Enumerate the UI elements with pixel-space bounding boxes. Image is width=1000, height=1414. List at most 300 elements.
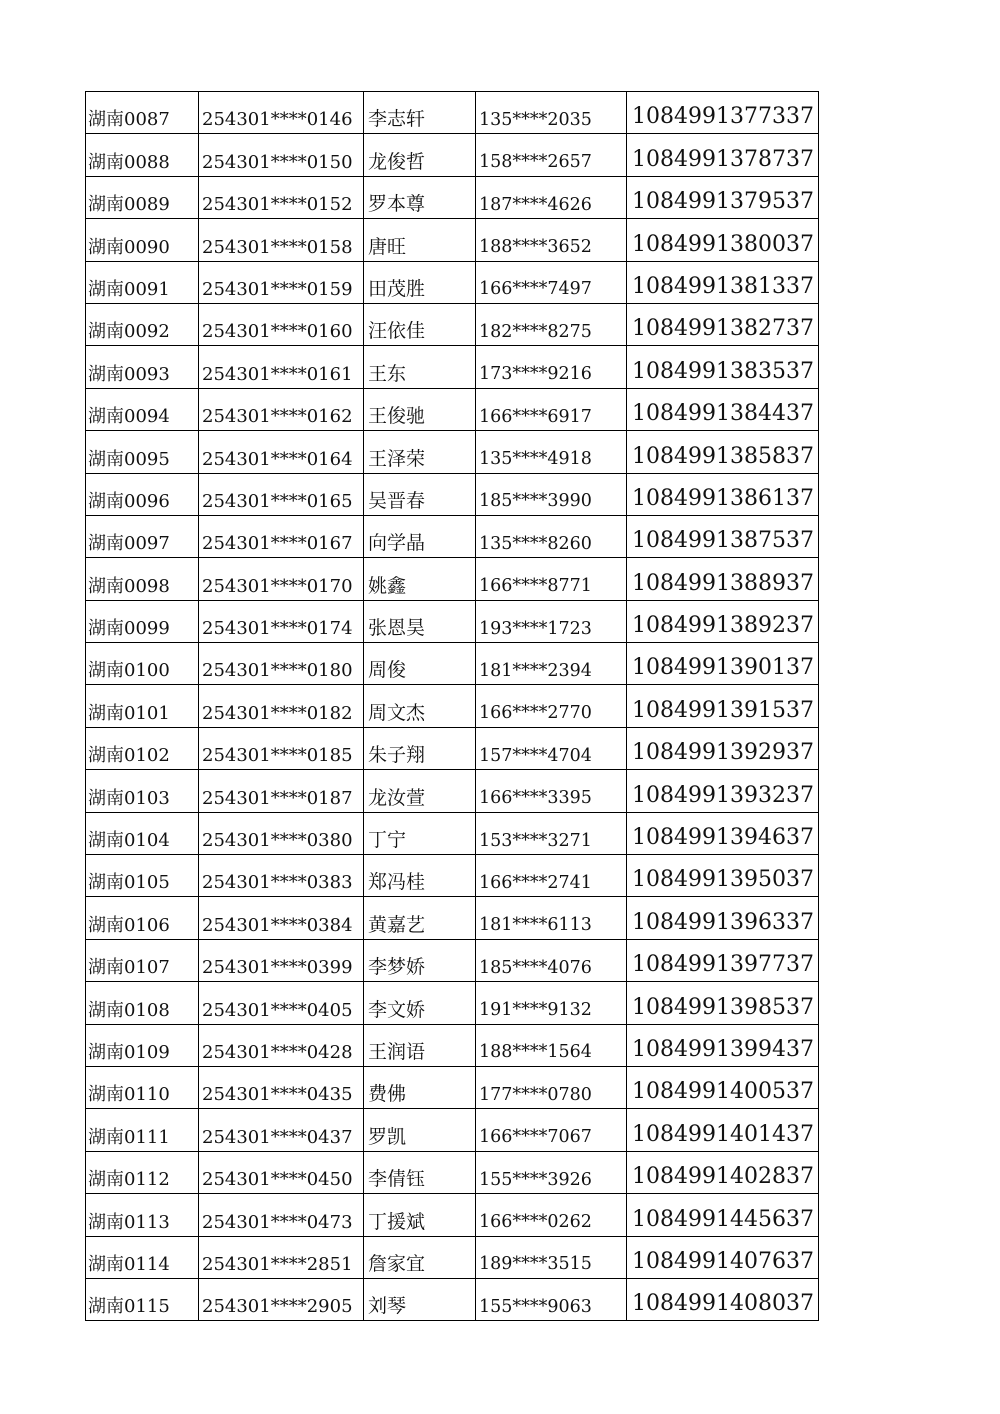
phone-text: 188****3652 xyxy=(479,237,592,258)
tracking-number-cell xyxy=(627,346,819,388)
id-number-cell xyxy=(199,1066,364,1108)
serial-cell xyxy=(86,219,199,261)
name-cell xyxy=(364,1151,476,1193)
phone-text: 191****9132 xyxy=(479,1000,592,1021)
tracking-number-text: 1084991407637 xyxy=(632,1248,814,1274)
tracking-number-text: 1084991402837 xyxy=(632,1164,814,1190)
table-row xyxy=(86,685,819,727)
tracking-number-text: 1084991378737 xyxy=(632,146,814,172)
phone-text: 166****3395 xyxy=(479,788,592,809)
id-number-text: 254301****0162 xyxy=(202,406,353,428)
tracking-number-cell xyxy=(627,600,819,642)
name-cell xyxy=(364,558,476,600)
serial-cell xyxy=(86,939,199,981)
tracking-number-text: 1084991385837 xyxy=(632,443,814,469)
name-cell xyxy=(364,1278,476,1320)
table-row xyxy=(86,1066,819,1108)
name-text: 王俊驰 xyxy=(368,405,426,428)
id-number-text: 254301****0473 xyxy=(202,1211,353,1233)
phone-text: 166****2741 xyxy=(479,872,592,893)
name-text: 李倩钰 xyxy=(368,1168,426,1191)
phone-text: 155****3926 xyxy=(479,1169,592,1190)
phone-cell xyxy=(476,92,627,134)
serial-text: 湖南0100 xyxy=(88,660,170,682)
id-number-text: 254301****0164 xyxy=(202,448,353,470)
name-cell xyxy=(364,600,476,642)
table-row xyxy=(86,855,819,897)
name-text: 周文杰 xyxy=(368,701,426,724)
id-number-cell xyxy=(199,346,364,388)
name-text: 郑冯桂 xyxy=(368,871,426,894)
tracking-number-text: 1084991388937 xyxy=(632,570,814,596)
id-number-text: 254301****0159 xyxy=(202,278,353,300)
serial-cell xyxy=(86,176,199,218)
tracking-number-text: 1084991382737 xyxy=(632,316,814,342)
name-text: 黄嘉艺 xyxy=(368,913,426,936)
name-cell xyxy=(364,515,476,557)
id-number-text: 254301****0399 xyxy=(202,957,353,979)
id-number-cell xyxy=(199,643,364,685)
tracking-number-cell xyxy=(627,1236,819,1278)
tracking-number-cell xyxy=(627,897,819,939)
tracking-number-cell xyxy=(627,1109,819,1151)
phone-cell xyxy=(476,1194,627,1236)
table-row xyxy=(86,643,819,685)
serial-cell xyxy=(86,388,199,430)
table-row xyxy=(86,1278,819,1320)
table-row xyxy=(86,219,819,261)
id-number-cell xyxy=(199,1278,364,1320)
name-cell xyxy=(364,770,476,812)
id-number-cell xyxy=(199,176,364,218)
id-number-text: 254301****0437 xyxy=(202,1126,353,1148)
id-number-text: 254301****0380 xyxy=(202,830,353,852)
serial-cell xyxy=(86,1236,199,1278)
serial-cell xyxy=(86,431,199,473)
phone-cell xyxy=(476,685,627,727)
name-cell xyxy=(364,219,476,261)
name-text: 詹家宜 xyxy=(368,1252,426,1275)
serial-text: 湖南0103 xyxy=(88,787,170,809)
phone-cell xyxy=(476,1278,627,1320)
serial-text: 湖南0115 xyxy=(88,1296,170,1318)
phone-text: 189****3515 xyxy=(479,1254,592,1275)
id-number-text: 254301****0405 xyxy=(202,999,353,1021)
id-number-cell xyxy=(199,388,364,430)
tracking-number-cell xyxy=(627,92,819,134)
serial-cell xyxy=(86,1109,199,1151)
name-cell xyxy=(364,855,476,897)
name-text: 龙俊哲 xyxy=(368,150,426,173)
phone-cell xyxy=(476,1236,627,1278)
id-number-text: 254301****0182 xyxy=(202,702,353,724)
table-row xyxy=(86,1236,819,1278)
name-text: 刘琴 xyxy=(368,1295,407,1318)
phone-text: 193****1723 xyxy=(479,618,592,639)
tracking-number-cell xyxy=(627,303,819,345)
id-number-cell xyxy=(199,600,364,642)
tracking-number-text: 1084991401437 xyxy=(632,1121,814,1147)
serial-cell xyxy=(86,770,199,812)
tracking-number-text: 1084991397737 xyxy=(632,952,814,978)
serial-cell xyxy=(86,727,199,769)
tracking-number-text: 1084991387537 xyxy=(632,528,814,554)
name-cell xyxy=(364,92,476,134)
roster-table xyxy=(85,91,819,1321)
phone-text: 188****1564 xyxy=(479,1042,592,1063)
id-number-text: 254301****0180 xyxy=(202,660,353,682)
name-cell xyxy=(364,982,476,1024)
id-number-cell xyxy=(199,770,364,812)
id-number-cell xyxy=(199,939,364,981)
phone-text: 135****8260 xyxy=(479,533,592,554)
phone-cell xyxy=(476,727,627,769)
table-row xyxy=(86,303,819,345)
name-text: 龙汝萱 xyxy=(368,786,426,809)
tracking-number-cell xyxy=(627,473,819,515)
tracking-number-text: 1084991393237 xyxy=(632,782,814,808)
phone-text: 166****7067 xyxy=(479,1127,592,1148)
phone-cell xyxy=(476,1109,627,1151)
phone-cell xyxy=(476,982,627,1024)
name-text: 王泽荣 xyxy=(368,447,426,470)
id-number-cell xyxy=(199,1109,364,1151)
serial-cell xyxy=(86,346,199,388)
phone-cell xyxy=(476,770,627,812)
tracking-number-text: 1084991392937 xyxy=(632,740,814,766)
name-cell xyxy=(364,431,476,473)
tracking-number-cell xyxy=(627,1278,819,1320)
tracking-number-cell xyxy=(627,685,819,727)
tracking-number-text: 1084991391537 xyxy=(632,697,814,723)
id-number-cell xyxy=(199,855,364,897)
name-cell xyxy=(364,261,476,303)
phone-text: 173****9216 xyxy=(479,364,592,385)
name-text: 李文娇 xyxy=(368,998,426,1021)
phone-text: 153****3271 xyxy=(479,830,592,851)
serial-cell xyxy=(86,897,199,939)
tracking-number-text: 1084991380037 xyxy=(632,231,814,257)
name-cell xyxy=(364,346,476,388)
phone-cell xyxy=(476,431,627,473)
id-number-cell xyxy=(199,558,364,600)
tracking-number-cell xyxy=(627,1194,819,1236)
phone-text: 166****2770 xyxy=(479,703,592,724)
tracking-number-cell xyxy=(627,176,819,218)
name-cell xyxy=(364,727,476,769)
id-number-text: 254301****0384 xyxy=(202,914,353,936)
id-number-cell xyxy=(199,1024,364,1066)
tracking-number-text: 1084991379537 xyxy=(632,189,814,215)
name-text: 李志轩 xyxy=(368,108,426,131)
tracking-number-text: 1084991445637 xyxy=(632,1206,814,1232)
id-number-text: 254301****0187 xyxy=(202,787,353,809)
name-text: 李梦娇 xyxy=(368,956,426,979)
id-number-cell xyxy=(199,982,364,1024)
name-cell xyxy=(364,939,476,981)
id-number-text: 254301****2905 xyxy=(202,1296,353,1318)
name-cell xyxy=(364,176,476,218)
tracking-number-cell xyxy=(627,855,819,897)
phone-text: 185****3990 xyxy=(479,491,592,512)
serial-text: 湖南0109 xyxy=(88,1041,170,1063)
phone-cell xyxy=(476,558,627,600)
id-number-cell xyxy=(199,1151,364,1193)
name-cell xyxy=(364,643,476,685)
serial-text: 湖南0099 xyxy=(88,618,170,640)
serial-text: 湖南0093 xyxy=(88,363,170,385)
table-row xyxy=(86,515,819,557)
phone-cell xyxy=(476,219,627,261)
id-number-text: 254301****0146 xyxy=(202,109,353,131)
tracking-number-cell xyxy=(627,770,819,812)
name-text: 姚鑫 xyxy=(368,574,407,597)
serial-cell xyxy=(86,92,199,134)
serial-text: 湖南0090 xyxy=(88,236,170,258)
phone-text: 157****4704 xyxy=(479,745,592,766)
id-number-cell xyxy=(199,261,364,303)
table-row xyxy=(86,812,819,854)
serial-cell xyxy=(86,558,199,600)
serial-text: 湖南0105 xyxy=(88,872,170,894)
serial-cell xyxy=(86,134,199,176)
tracking-number-text: 1084991399437 xyxy=(632,1036,814,1062)
id-number-text: 254301****0167 xyxy=(202,533,353,555)
name-cell xyxy=(364,897,476,939)
name-text: 罗本尊 xyxy=(368,193,426,216)
id-number-text: 254301****0435 xyxy=(202,1084,353,1106)
name-text: 张恩昊 xyxy=(368,617,426,640)
serial-cell xyxy=(86,643,199,685)
tracking-number-text: 1084991395037 xyxy=(632,867,814,893)
phone-cell xyxy=(476,600,627,642)
id-number-cell xyxy=(199,727,364,769)
name-cell xyxy=(364,388,476,430)
serial-text: 湖南0111 xyxy=(88,1126,170,1148)
phone-cell xyxy=(476,939,627,981)
name-cell xyxy=(364,1066,476,1108)
tracking-number-cell xyxy=(627,727,819,769)
name-text: 罗凯 xyxy=(368,1125,407,1148)
tracking-number-text: 1084991383537 xyxy=(632,358,814,384)
phone-text: 155****9063 xyxy=(479,1296,592,1317)
id-number-cell xyxy=(199,1236,364,1278)
phone-cell xyxy=(476,1066,627,1108)
phone-cell xyxy=(476,346,627,388)
tracking-number-text: 1084991408037 xyxy=(632,1291,814,1317)
serial-text: 湖南0114 xyxy=(88,1253,170,1275)
phone-cell xyxy=(476,1151,627,1193)
serial-cell xyxy=(86,515,199,557)
table-row xyxy=(86,346,819,388)
name-cell xyxy=(364,1109,476,1151)
serial-cell xyxy=(86,1151,199,1193)
name-text: 丁援斌 xyxy=(368,1210,426,1233)
name-cell xyxy=(364,812,476,854)
serial-text: 湖南0112 xyxy=(88,1169,170,1191)
phone-cell xyxy=(476,855,627,897)
phone-text: 181****2394 xyxy=(479,660,592,681)
serial-text: 湖南0087 xyxy=(88,109,170,131)
id-number-text: 254301****0165 xyxy=(202,490,353,512)
phone-text: 166****6917 xyxy=(479,406,592,427)
phone-cell xyxy=(476,388,627,430)
tracking-number-text: 1084991400537 xyxy=(632,1079,814,1105)
phone-text: 187****4626 xyxy=(479,194,592,215)
phone-text: 166****0262 xyxy=(479,1212,592,1233)
name-text: 田茂胜 xyxy=(368,277,426,300)
tracking-number-cell xyxy=(627,1151,819,1193)
table-row xyxy=(86,473,819,515)
table-row xyxy=(86,134,819,176)
name-cell xyxy=(364,1194,476,1236)
tracking-number-text: 1084991396337 xyxy=(632,909,814,935)
table-row xyxy=(86,261,819,303)
phone-cell xyxy=(476,515,627,557)
name-cell xyxy=(364,1236,476,1278)
serial-cell xyxy=(86,855,199,897)
phone-text: 158****2657 xyxy=(479,152,592,173)
roster-table-body xyxy=(86,92,819,1321)
tracking-number-cell xyxy=(627,982,819,1024)
name-cell xyxy=(364,134,476,176)
serial-cell xyxy=(86,303,199,345)
serial-text: 湖南0113 xyxy=(88,1211,170,1233)
phone-text: 177****0780 xyxy=(479,1084,592,1105)
serial-text: 湖南0106 xyxy=(88,914,170,936)
serial-text: 湖南0095 xyxy=(88,448,170,470)
serial-cell xyxy=(86,1278,199,1320)
id-number-cell xyxy=(199,92,364,134)
phone-text: 185****4076 xyxy=(479,957,592,978)
table-row xyxy=(86,939,819,981)
serial-text: 湖南0110 xyxy=(88,1084,170,1106)
serial-text: 湖南0091 xyxy=(88,278,170,300)
tracking-number-cell xyxy=(627,643,819,685)
id-number-text: 254301****0170 xyxy=(202,575,353,597)
tracking-number-cell xyxy=(627,388,819,430)
id-number-cell xyxy=(199,897,364,939)
id-number-text: 254301****0383 xyxy=(202,872,353,894)
table-row xyxy=(86,770,819,812)
id-number-cell xyxy=(199,812,364,854)
tracking-number-text: 1084991394637 xyxy=(632,825,814,851)
tracking-number-text: 1084991377337 xyxy=(632,104,814,130)
id-number-cell xyxy=(199,431,364,473)
id-number-cell xyxy=(199,303,364,345)
name-text: 王东 xyxy=(368,362,407,385)
id-number-cell xyxy=(199,473,364,515)
table-row xyxy=(86,431,819,473)
name-text: 汪依佳 xyxy=(368,320,426,343)
table-row xyxy=(86,558,819,600)
table-row xyxy=(86,897,819,939)
tracking-number-cell xyxy=(627,134,819,176)
tracking-number-text: 1084991389237 xyxy=(632,613,814,639)
phone-cell xyxy=(476,643,627,685)
phone-text: 182****8275 xyxy=(479,321,592,342)
id-number-text: 254301****0174 xyxy=(202,618,353,640)
id-number-cell xyxy=(199,219,364,261)
serial-text: 湖南0101 xyxy=(88,702,170,724)
name-cell xyxy=(364,1024,476,1066)
serial-cell xyxy=(86,982,199,1024)
name-cell xyxy=(364,303,476,345)
phone-cell xyxy=(476,1024,627,1066)
table-row xyxy=(86,388,819,430)
phone-text: 166****8771 xyxy=(479,576,592,597)
serial-text: 湖南0097 xyxy=(88,533,170,555)
table-row xyxy=(86,1151,819,1193)
tracking-number-cell xyxy=(627,431,819,473)
phone-text: 181****6113 xyxy=(479,915,592,936)
table-row xyxy=(86,982,819,1024)
serial-cell xyxy=(86,812,199,854)
serial-text: 湖南0107 xyxy=(88,957,170,979)
tracking-number-cell xyxy=(627,1066,819,1108)
phone-cell xyxy=(476,134,627,176)
serial-text: 湖南0102 xyxy=(88,745,170,767)
phone-cell xyxy=(476,261,627,303)
id-number-text: 254301****0158 xyxy=(202,236,353,258)
table-row xyxy=(86,92,819,134)
id-number-cell xyxy=(199,515,364,557)
id-number-text: 254301****0450 xyxy=(202,1169,353,1191)
serial-cell xyxy=(86,1066,199,1108)
id-number-text: 254301****0428 xyxy=(202,1041,353,1063)
table-row xyxy=(86,1109,819,1151)
tracking-number-cell xyxy=(627,219,819,261)
phone-text: 166****7497 xyxy=(479,279,592,300)
name-text: 向学晶 xyxy=(368,532,426,555)
phone-cell xyxy=(476,897,627,939)
tracking-number-cell xyxy=(627,515,819,557)
phone-cell xyxy=(476,473,627,515)
tracking-number-cell xyxy=(627,812,819,854)
name-cell xyxy=(364,473,476,515)
serial-cell xyxy=(86,473,199,515)
serial-text: 湖南0094 xyxy=(88,406,170,428)
name-text: 王润语 xyxy=(368,1040,426,1063)
serial-text: 湖南0098 xyxy=(88,575,170,597)
tracking-number-text: 1084991384437 xyxy=(632,401,814,427)
serial-text: 湖南0108 xyxy=(88,999,170,1021)
id-number-cell xyxy=(199,1194,364,1236)
table-row xyxy=(86,176,819,218)
phone-cell xyxy=(476,303,627,345)
id-number-text: 254301****0152 xyxy=(202,194,353,216)
serial-cell xyxy=(86,1024,199,1066)
phone-text: 135****2035 xyxy=(479,109,592,130)
serial-cell xyxy=(86,600,199,642)
serial-cell xyxy=(86,261,199,303)
table-row xyxy=(86,1194,819,1236)
phone-text: 135****4918 xyxy=(479,449,592,470)
id-number-text: 254301****0150 xyxy=(202,151,353,173)
name-text: 丁宁 xyxy=(368,829,407,852)
name-cell xyxy=(364,685,476,727)
name-text: 费佛 xyxy=(368,1083,407,1106)
serial-text: 湖南0096 xyxy=(88,490,170,512)
tracking-number-cell xyxy=(627,261,819,303)
phone-cell xyxy=(476,812,627,854)
name-text: 周俊 xyxy=(368,659,407,682)
id-number-text: 254301****0160 xyxy=(202,321,353,343)
tracking-number-text: 1084991398537 xyxy=(632,994,814,1020)
name-text: 唐旺 xyxy=(368,235,407,258)
id-number-text: 254301****2851 xyxy=(202,1253,353,1275)
serial-text: 湖南0092 xyxy=(88,321,170,343)
